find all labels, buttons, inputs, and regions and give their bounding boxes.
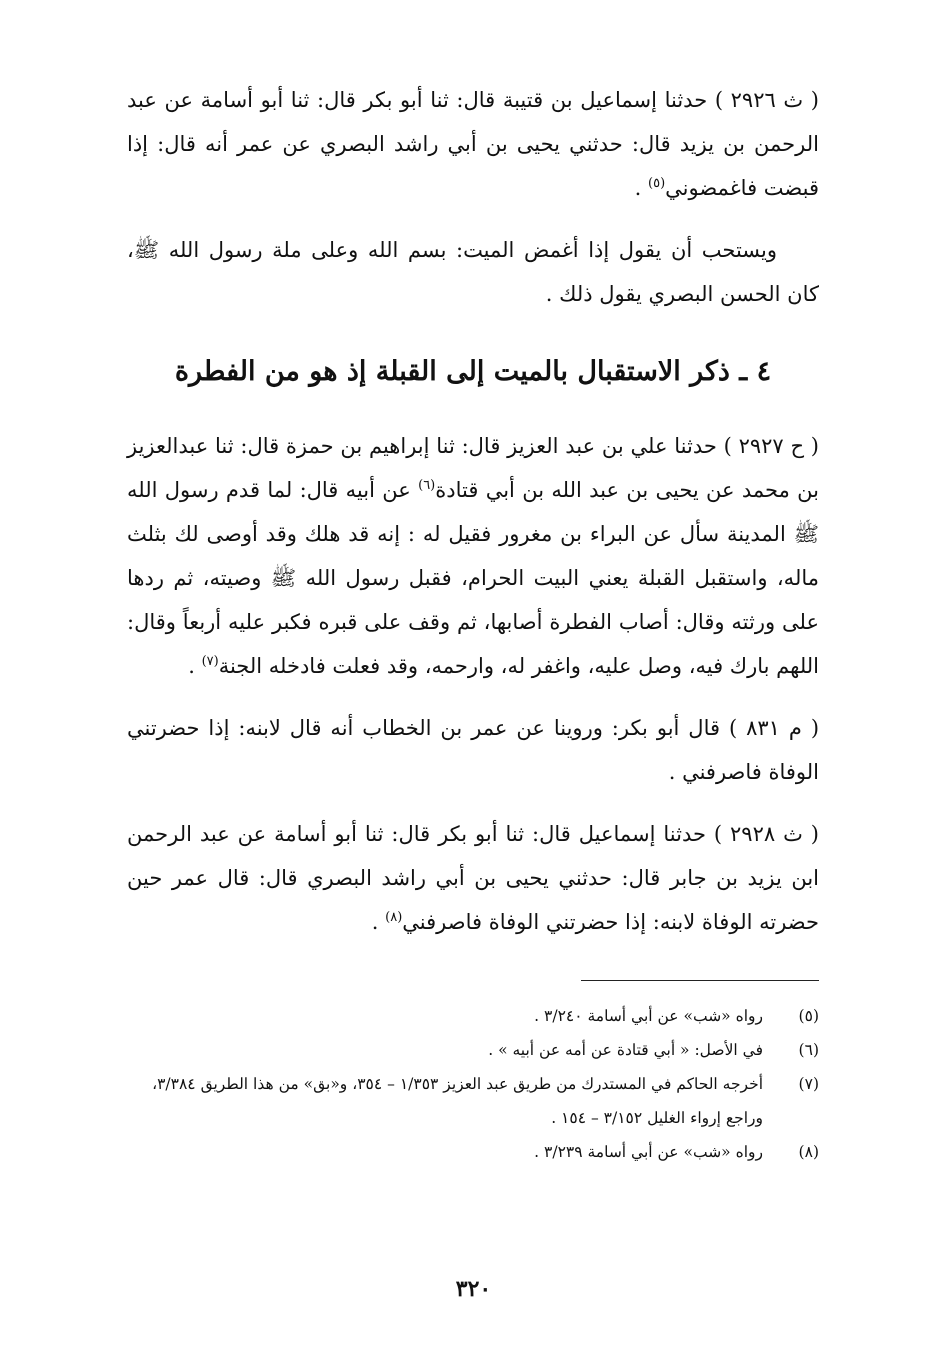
- note-paragraph: [127, 228, 819, 316]
- footnote-ref: (٧): [201, 654, 219, 669]
- hadith-paragraph-2926: [127, 78, 819, 210]
- page-number: ٣٢٠: [455, 1276, 492, 1302]
- footnote-text: رواه «شب» عن أبي أسامة ٣/٢٤٠ .: [534, 1007, 763, 1025]
- footnote-item: [127, 1135, 819, 1169]
- footnote-item: [127, 1033, 819, 1067]
- hadith-paragraph-2928: [127, 812, 819, 944]
- footnote-divider: [581, 980, 819, 981]
- paragraph-text: ويستحب أن يقول إذا أغمض الميت: بسم الله وعلى ملة رسول الله ﷺ، كان الحسن البصري يقول ذلك .: [127, 238, 819, 306]
- paragraph-text: ( ث ٢٩٢٦ ) حدثنا إسماعيل بن قتيبة قال: ثنا أبو بكر قال: ثنا أبو أسامة عن عبد الرحمن بن يزيد قال: حدثني يحيى بن أبي راشد البصري عن عمر أنه قال: إذا قبضت فاغمضوني: [127, 88, 819, 200]
- footnote-number: (٥): [798, 1007, 819, 1025]
- footnote-number: (٧): [798, 1075, 819, 1093]
- paragraph-text: ( ث ٢٩٢٨ ) حدثنا إسماعيل قال: ثنا أبو بكر قال: ثنا أبو أسامة عن عبد الرحمن ابن يزيد بن جابر قال: حدثني يحيى بن أبي راشد البصري قال: قال عمر حين حضرته الوفاة لابنه: إذا حضرتني الوفاة فاصرفني: [127, 822, 819, 934]
- footnote-text: أخرجه الحاكم في المستدرك من طريق عبد العزيز ١/٣٥٣ – ٣٥٤، و«بق» من هذا الطريق ٣/٣٨٤، وراجع إرواء الغليل ٣/١٥٢ – ١٥٤ .: [152, 1075, 763, 1127]
- paragraph-tail: .: [188, 654, 202, 678]
- footnote-item: [127, 999, 819, 1033]
- footnote-ref: (٦): [418, 478, 436, 493]
- footnotes: [127, 999, 819, 1169]
- footnote-ref: (٥): [648, 176, 666, 191]
- footnote-number: (٦): [798, 1041, 819, 1059]
- footnote-item: [127, 1067, 819, 1135]
- section-heading: ٤ ـ ذكر الاستقبال بالميت إلى القبلة إذ هو من الفطرة: [174, 356, 772, 387]
- footnote-number: (٨): [798, 1143, 819, 1161]
- paragraph-tail: .: [634, 176, 648, 200]
- footnote-text: في الأصل: « أبي قتادة عن أمه عن أبيه » .: [488, 1041, 763, 1059]
- footnote-ref: (٨): [385, 910, 403, 925]
- footnote-text: رواه «شب» عن أبي أسامة ٣/٢٣٩ .: [534, 1143, 763, 1161]
- paragraph-text: ( م ٨٣١ ) قال أبو بكر: وروينا عن عمر بن الخطاب أنه قال لابنه: إذا حضرتني الوفاة فاصرفني .: [127, 716, 820, 784]
- paragraph-text: ( ح ٢٩٢٧ ) حدثنا علي بن عبد العزيز قال: ثنا إبراهيم بن حمزة قال: ثنا عبدالعزيز بن محمد عن يحيى بن عبد الله بن أبي قتادة: [127, 434, 819, 502]
- paragraph-text-continued: عن أبيه قال: لما قدم رسول الله ﷺ المدينة سأل عن البراء بن مغرور فقيل له : إنه قد هلك وقد أوصى لك بثلث ماله، واستقبل القبلة يعني البيت الحرام، فقبل رسول الله ﷺ وصيته، ثم ردها على ورثته وقال: أصاب الفطرة أصابها، ثم وقف على قبره فكبر عليه أربعاً وقال: اللهم بارك فيه، وصل عليه، واغفر له، وارحمه، وقد فعلت فادخله الجنة: [127, 478, 819, 678]
- paragraph-tail: .: [371, 910, 386, 934]
- statement-paragraph-831: [127, 706, 819, 794]
- hadith-paragraph-2927: [127, 424, 819, 688]
- page-body: [127, 78, 819, 1169]
